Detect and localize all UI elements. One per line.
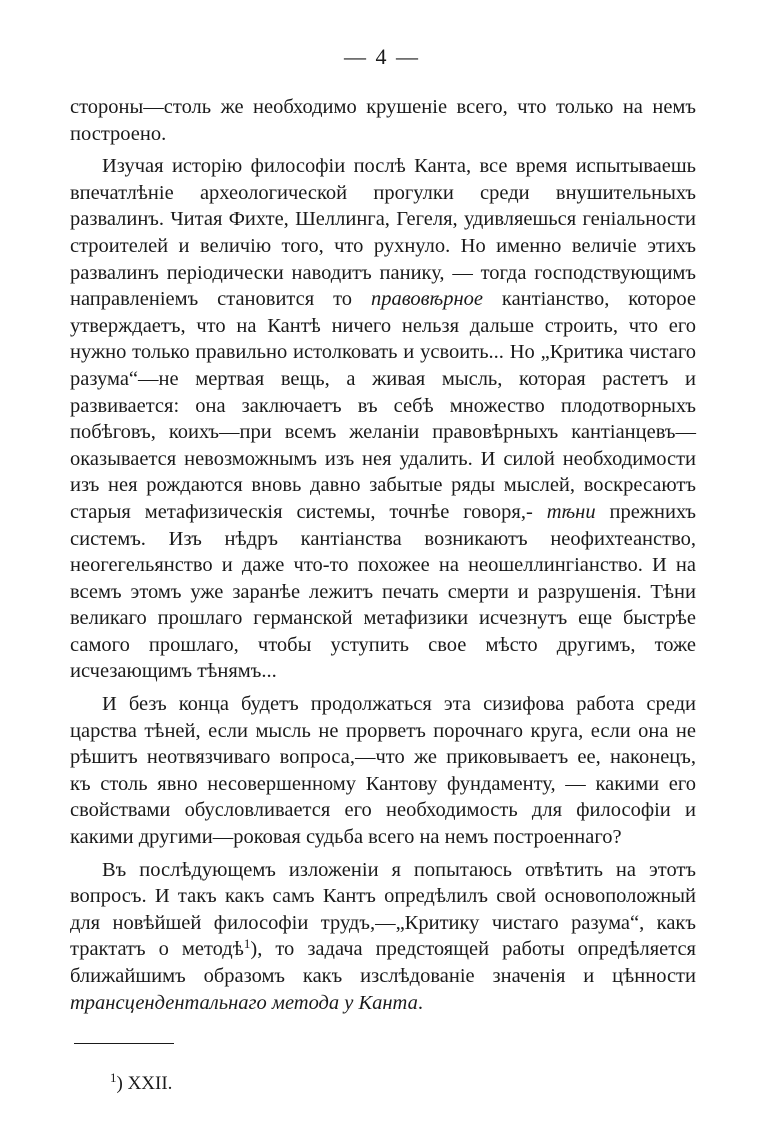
paragraph-2 xyxy=(70,153,696,685)
paragraph-4-part-a: Въ послѣдующемъ изложенiи я попытаюсь отвѣтить на этотъ вопросъ. И такъ какъ самъ Кантъ опредѣлилъ свой основоположный для новѣйшей философiи трудъ,—„Критику чистаго разума“, какъ трактатъ о методѣ xyxy=(70,858,696,961)
paragraph-2-part-c: прежнихъ системъ. Изъ нѣдръ кантiанства возникаютъ неофихтеанство, неогегельянство и даже что-то похожее на неошеллингiанство. И на всемъ этомъ уже заранѣе лежитъ печать смерти и разрушенiя. Тѣни великаго прошлаго германской метафизики исчезнутъ еще быстрѣе самого прошлаго, чтобы уступить свое мѣсто другимъ, тоже исчезающимъ тѣнямъ... xyxy=(70,500,696,683)
footnote xyxy=(110,1072,172,1096)
emphasis-transcendental-method: трансцендентальнаго метода у Канта xyxy=(70,991,418,1014)
paragraph-4 xyxy=(70,857,696,1017)
emphasis-teni: тѣни xyxy=(546,500,596,523)
paragraph-4-part-c: . xyxy=(417,991,423,1014)
footnote-reference[interactable]: 1 xyxy=(243,936,251,952)
emphasis-pravovernoe: правовѣрное xyxy=(371,288,483,311)
paragraph-4-part-b: ), то задача предстоящей работы опредѣляется ближайшимъ образомъ какъ изслѣдованiе значенiя и цѣнности xyxy=(70,938,696,987)
paragraph-1: стороны—столь же необходимо крушенiе всего, что только на немъ построено. xyxy=(70,96,696,145)
footnote-divider xyxy=(74,1043,174,1044)
body-text xyxy=(70,94,696,1016)
footnote-mark: 1 xyxy=(110,1070,117,1085)
paragraph-2-part-b: кантiанство, которое утверждаетъ, что на Кантѣ ничего нельзя дальше строить, что его нужно только правильно истолковать и усвоить... Но „Критика чистаго разума“—не мертвая вещь, а живая мысль, которая растетъ и развивается: она заключаетъ въ себѣ множество плодотворныхъ побѣговъ, коихъ—при всемъ желанiи правовѣрныхъ кантiанцевъ—оказывается невозможнымъ изъ нея удалить. И силой необходимости изъ нея рождаются вновь давно забытые ряды мыслей, воскресаютъ старыя метафизическiя системы, точнѣе говоря,- xyxy=(70,288,696,523)
paragraph-2-part-a: Изучая исторiю философiи послѣ Канта, все время испытываешь впечатлѣнiе археологической прогулки среди внушительныхъ развалинъ. Читая Фихте, Шеллинга, Гегеля, удивляешься генiальности строителей и величiю того, что рухнуло. Но именно величiе этихъ развалинъ перiодически наводитъ панику, — тогда господствующимъ направленiемъ становится то xyxy=(70,155,696,311)
footnote-text: ) XXII. xyxy=(116,1073,173,1094)
page-number: — 4 — xyxy=(344,44,420,69)
paragraph-3: И безъ конца будетъ продолжаться эта сизифова работа среди царства тѣней, если мысль не прорветъ порочнаго круга, если она не рѣшитъ неотвязчиваго вопроса,—что же приковываетъ ее, наконецъ, къ столь явно несовершенному Кантову фундаменту, — какими его свойствами обусловливается его необходимость для философiи и какими другими—роковая судьба всего на немъ построеннаго? xyxy=(70,693,696,849)
